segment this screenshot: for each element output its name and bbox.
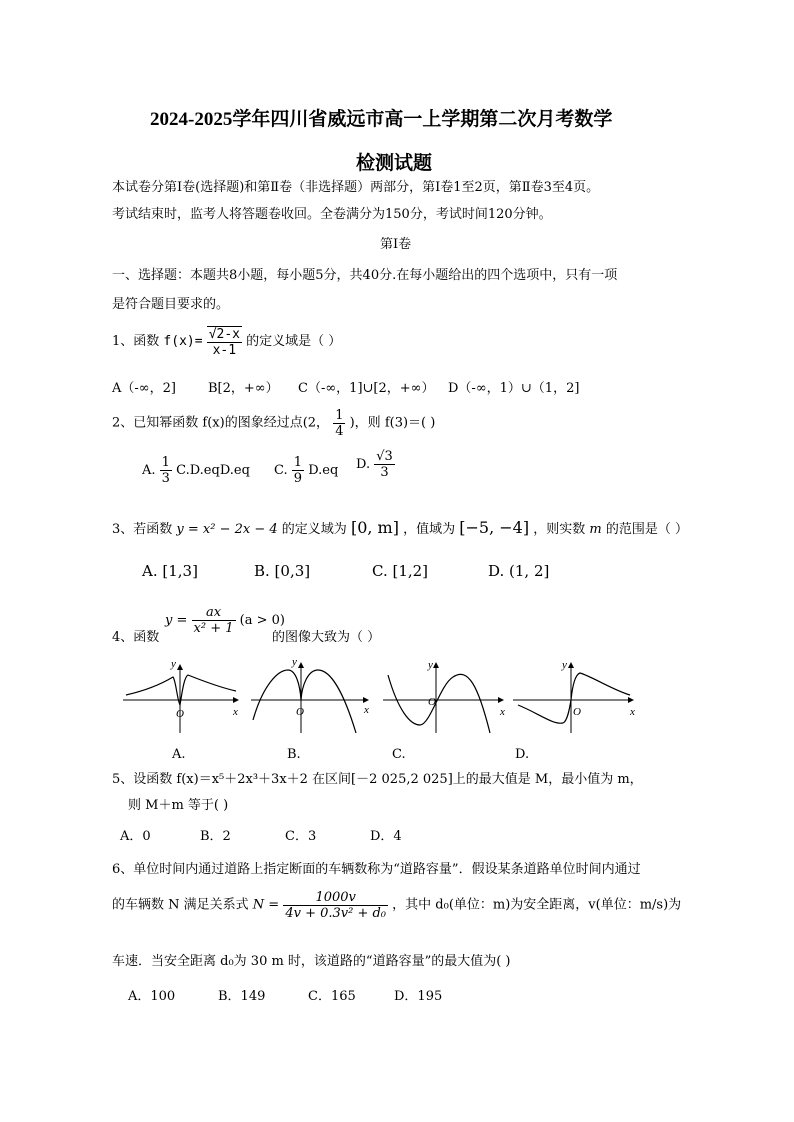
q6-option-c: C．165	[308, 989, 356, 1004]
q6-formula: $\frac{1000v}{\text{4v + 0.3v² + d₀}}$	[285, 890, 387, 921]
q4-option-b: B.	[287, 747, 301, 762]
intro-line-2: 考试结束时，监考人将答题卷收回。全卷满分为150分，考试时间120分钟。	[112, 207, 552, 222]
q3-function: y = x² − 2x − 4	[176, 522, 278, 537]
section1-line-2: 是符合题目要求的。	[112, 297, 230, 312]
q1-option-c: C（-∞，1]∪[2，+∞）	[298, 381, 435, 396]
graph-c-x-label: x	[500, 706, 505, 718]
q3-stem: 3、若函数 y = x² − 2x − 4 的定义域为 [0, m] ，值域为 [−5, −4] ，则实数 m 的范围是（ ）	[112, 518, 688, 537]
q4-formula: y = $\frac{ax}{\text{x² + 1}}$ (a > 0)	[165, 605, 285, 636]
section1-line-1: 一、选择题：本题共8小题，每小题5分，共40分.在每小题给出的四个选项中，只有一项	[112, 268, 618, 283]
q1-option-a: A（-∞，2]	[112, 381, 176, 396]
q4-option-a: A.	[172, 747, 186, 762]
q4-option-d: D.	[515, 747, 530, 762]
q2-option-a: A. $\frac{1}{3}$ C.D.eqD.eq	[142, 455, 250, 486]
q6-line-1: 6、单位时间内通过道路上指定断面的车辆数称为“道路容量”．假设某条道路单位时间内通过	[112, 862, 641, 877]
graph-a-y-label: y	[171, 658, 176, 670]
q1-stem: 1、函数 f(x)= $\frac{√2-x}{x-1}$ 的定义域是（ ）	[112, 327, 342, 358]
q4-suffix: 的图像大致为（ ）	[272, 630, 381, 645]
q3-option-b: B. [0,3]	[254, 562, 311, 580]
q3-option-c: C. [1,2]	[372, 562, 429, 580]
q5-line-1: 5、设函数 f(x)＝x⁵＋2x³＋3x＋2 在区间[－2 025,2 025]上的最大值是 M，最小值为 m，	[112, 772, 643, 787]
q3-range: [−5, −4]	[459, 518, 530, 537]
q6-line-2: 的车辆数 N 满足关系式 N = $\frac{1000v}{\text{4v + 0.3v² + d₀}}$ ，其中 d₀(单位：m)为安全距离，v(单位：m/s)为	[112, 890, 682, 921]
graph-b-y-label: y	[292, 656, 297, 668]
q6-option-d: D．195	[394, 989, 443, 1004]
graph-d-y-label: y	[562, 659, 567, 671]
title-line-1: 2024-2025学年四川省威远市高一上学期第二次月考数学	[150, 109, 613, 130]
q1-option-b: B[2，+∞）	[208, 381, 279, 396]
graph-c-y-label: y	[428, 659, 433, 671]
section-label: 第Ⅰ卷	[380, 237, 412, 252]
graph-b	[251, 656, 369, 733]
graph-b-x-label: x	[364, 704, 369, 716]
graph-a-x-label: x	[233, 706, 238, 718]
q3-domain: [0, m]	[350, 518, 399, 537]
q5-option-d: D．4	[370, 829, 402, 844]
q5-line-2: 则 M＋m 等于( )	[128, 798, 229, 813]
q6-line-3: 车速．当安全距离 d₀为 30 m 时，该道路的“道路容量”的最大值为( )	[112, 954, 511, 969]
graph-a-origin: O	[176, 708, 184, 720]
q4-option-c: C.	[392, 747, 406, 762]
q2-option-d: D. $\frac{√3}{3}$	[356, 449, 393, 480]
title-line-2: 检测试题	[356, 153, 433, 174]
graph-b-origin: O	[296, 706, 304, 718]
q1-function: f(x)=	[163, 334, 203, 349]
q1-fraction: $\frac{√2-x}{x-1}$	[208, 327, 241, 358]
q2-option-c: C. $\frac{1}{9}$ D.eq	[274, 455, 339, 486]
q2-stem: 2、已知幂函数 f(x)的图象经过点(2， $\frac{1}{4}$ )，则 f(3)＝( )	[112, 408, 436, 439]
q4-graphs	[118, 655, 648, 735]
q6-option-b: B．149	[218, 989, 266, 1004]
graph-d-x-label: x	[630, 706, 635, 718]
graph-d	[513, 659, 635, 733]
q3-option-a: A. [1,3]	[142, 562, 198, 580]
q5-option-a: A．0	[120, 829, 151, 844]
graph-c-origin: O	[428, 696, 436, 708]
q1-option-d: D（-∞，1）∪（1，2]	[448, 381, 580, 396]
q4-prefix: 4、函数	[112, 630, 160, 645]
graph-d-origin: O	[573, 706, 581, 718]
q3-option-d: D. (1, 2]	[488, 562, 550, 580]
q5-option-c: C．3	[285, 829, 317, 844]
graph-c	[383, 659, 505, 733]
q5-option-b: B．2	[200, 829, 231, 844]
graph-a	[123, 658, 238, 733]
intro-line-1: 本试卷分第Ⅰ卷(选择题)和第Ⅱ卷（非选择题）两部分，第Ⅰ卷1至2页，第Ⅱ卷3至4页。	[112, 180, 600, 195]
q6-option-a: A．100	[128, 989, 176, 1004]
